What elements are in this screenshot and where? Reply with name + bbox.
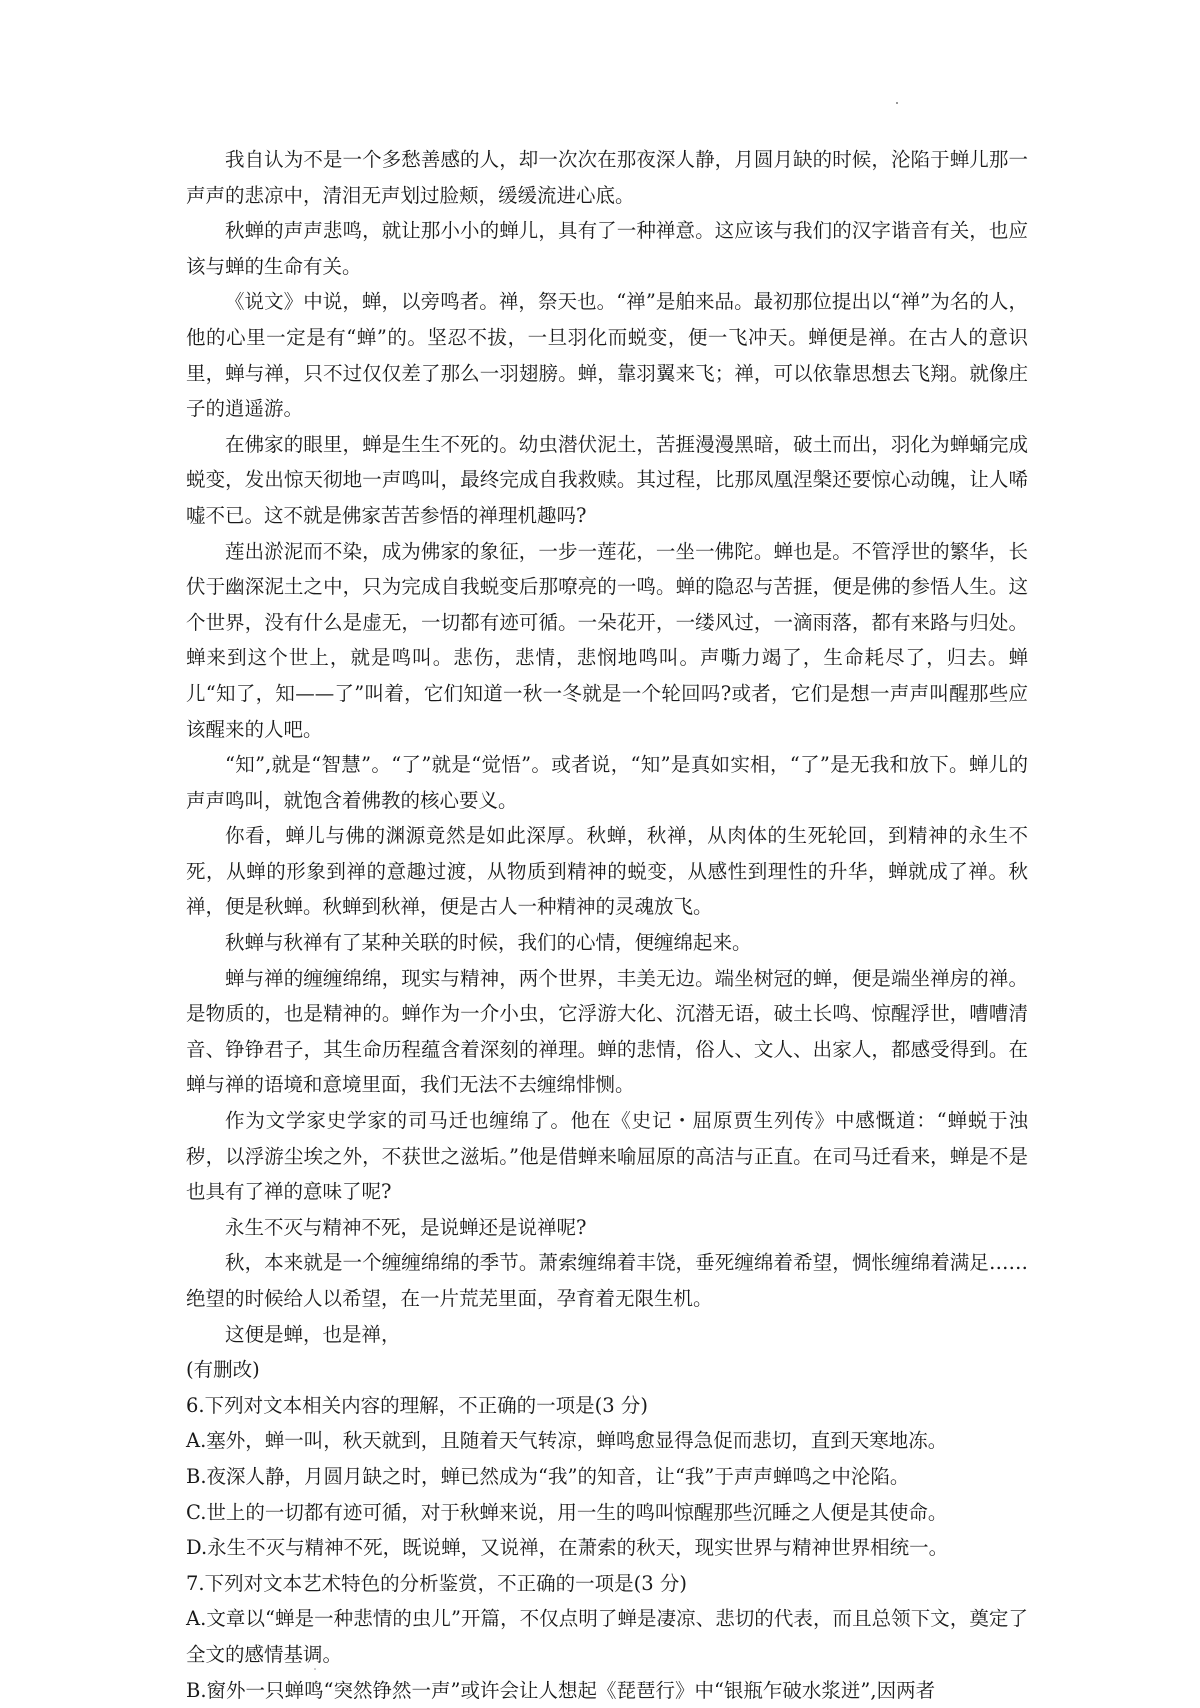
body-paragraph: 《说文》中说，蝉，以旁鸣者。禅，祭天也。“禅”是舶来品。最初那位提出以“禅”为名的人，他的心里一定是有“蝉”的。坚忍不拔，一旦羽化而蜕变，便一飞冲天。蝉便是禅。在古人的意识里，蝉与禅，只不过仅仅差了那么一羽翅膀。蝉，靠羽翼来飞；禅，可以依靠思想去飞翔。就像庄子的逍遥游。 <box>186 290 1028 421</box>
body-paragraph: 蝉与禅的缠缠绵绵，现实与精神，两个世界，丰美无边。端坐树冠的蝉，便是端坐禅房的禅。是物质的，也是精神的。蝉作为一介小虫，它浮游大化、沉潜无语，破土长鸣、惊醒浮世，嘈嘈清音、铮铮君子，其生命历程蕴含着深刻的禅理。蝉的悲情，俗人、文人、出家人，都感受得到。在蝉与禅的语境和意境里面，我们无法不去缠绵悱恻。 <box>186 966 1028 1097</box>
body-paragraph: 作为文学家史学家的司马迁也缠绵了。他在《史记・屈原贾生列传》中感慨道：“蝉蜕于浊秽，以浮游尘埃之外，不获世之滋垢。”他是借蝉来喻屈原的高洁与正直。在司马迁看来，蝉是不是也具有了禅的意味了呢? <box>186 1109 1028 1204</box>
scan-speck <box>896 102 898 104</box>
document-body <box>186 142 1028 1708</box>
body-paragraph: “知”,就是“智慧”。“了”就是“觉悟”。或者说，“知”是真如实相，“了”是无我和放下。蝉儿的声声鸣叫，就饱含着佛教的核心要义。 <box>186 753 1028 812</box>
answer-option: A.文章以“蝉是一种悲情的虫儿”开篇，不仅点明了蝉是凄凉、悲切的代表，而且总领下文，奠定了全文的感情基调。 <box>186 1607 1028 1666</box>
body-paragraph: 在佛家的眼里，蝉是生生不死的。幼虫潜伏泥土，苦捱漫漫黑暗，破土而出，羽化为蝉蛹完成蜕变，发出惊天彻地一声鸣叫，最终完成自我救赎。其过程，比那凤凰涅槃还要惊心动魄，让人唏嘘不已。这不就是佛家苦苦参悟的禅理机趣吗? <box>186 432 1028 527</box>
answer-option: B.窗外一只蝉鸣“突然铮然一声”或许会让人想起《琵琶行》中“银瓶乍破水浆迸”,因两者 <box>186 1678 936 1702</box>
answer-option: D.永生不灭与精神不死，既说蝉，又说禅，在萧索的秋天，现实世界与精神世界相统一。 <box>186 1536 949 1560</box>
edit-note: (有删改) <box>186 1358 260 1382</box>
body-paragraph: 秋，本来就是一个缠缠绵绵的季节。萧索缠绵着丰饶，垂死缠绵着希望，惆怅缠绵着满足……绝望的时候给人以希望，在一片荒芜里面，孕育着无限生机。 <box>186 1251 1028 1310</box>
answer-option: A.塞外，蝉一叫，秋天就到，且随着天气转凉，蝉鸣愈显得急促而悲切，直到天寒地冻。 <box>186 1429 948 1453</box>
body-paragraph: 秋蝉与秋禅有了某种关联的时候，我们的心情，便缠绵起来。 <box>225 931 752 955</box>
body-paragraph: 你看，蝉儿与佛的渊源竟然是如此深厚。秋蝉，秋禅，从肉体的生死轮回，到精神的永生不死，从蝉的形象到禅的意趣过渡，从物质到精神的蜕变，从感性到理性的升华，蝉就成了禅。秋禅，便是秋蝉。秋蝉到秋禅，便是古人一种精神的灵魂放飞。 <box>186 824 1028 919</box>
question-stem: 6.下列对文本相关内容的理解，不正确的一项是(3 分) <box>186 1393 648 1417</box>
body-paragraph: 永生不灭与精神不死，是说蝉还是说禅呢? <box>225 1215 587 1239</box>
scan-speck <box>314 1668 316 1670</box>
body-paragraph: 我自认为不是一个多愁善感的人，却一次次在那夜深人静，月圆月缺的时候，沦陷于蝉儿那一声声的悲凉中，清泪无声划过脸颊，缓缓流进心底。 <box>186 148 1028 207</box>
question-stem: 7.下列对文本艺术特色的分析鉴赏，不正确的一项是(3 分) <box>186 1571 687 1595</box>
body-paragraph: 莲出淤泥而不染，成为佛家的象征，一步一莲花，一坐一佛陀。蝉也是。不管浮世的繁华，长伏于幽深泥土之中，只为完成自我蜕变后那嘹亮的一鸣。蝉的隐忍与苦捱，便是佛的参悟人生。这个世界，没有什么是虚无，一切都有迹可循。一朵花开，一缕风过，一滴雨落，都有来路与归处。蝉来到这个世上，就是鸣叫。悲伤，悲情，悲悯地鸣叫。声嘶力竭了，生命耗尽了，归去。蝉儿“知了，知——了”叫着，它们知道一秋一冬就是一个轮回吗?或者，它们是想一声声叫醒那些应该醒来的人吧。 <box>186 539 1028 741</box>
answer-option: C.世上的一切都有迹可循，对于秋蝉来说，用一生的鸣叫惊醒那些沉睡之人便是其使命。 <box>186 1500 948 1524</box>
body-paragraph: 这便是蝉，也是禅， <box>225 1322 401 1346</box>
body-paragraph: 秋蝉的声声悲鸣，就让那小小的蝉儿，具有了一种禅意。这应该与我们的汉字谐音有关，也应该与蝉的生命有关。 <box>186 219 1028 278</box>
answer-option: B.夜深人静，月圆月缺之时，蝉已然成为“我”的知音，让“我”于声声蝉鸣之中沦陷。 <box>186 1464 910 1488</box>
